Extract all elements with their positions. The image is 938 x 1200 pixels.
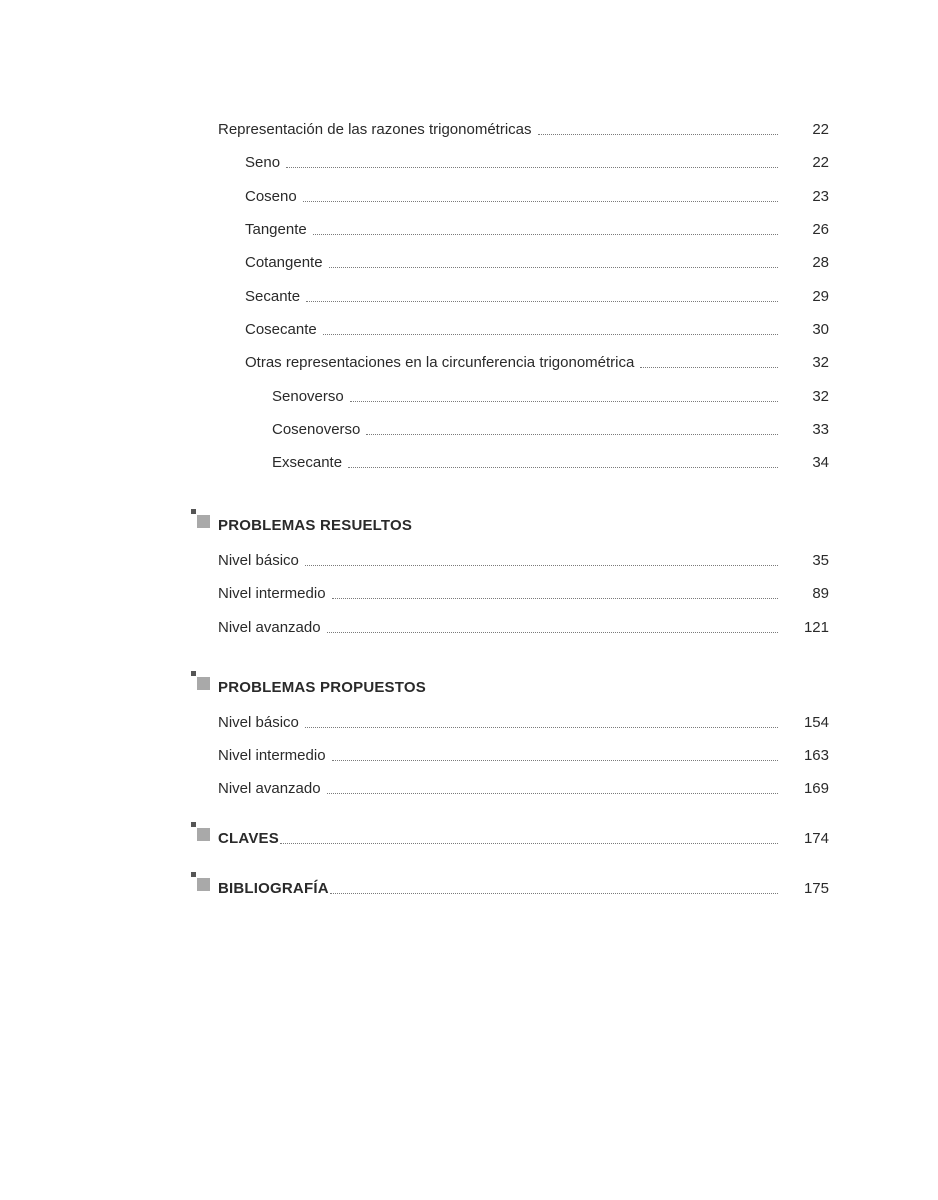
toc-entry-resueltos-avanzado[interactable]: [218, 615, 829, 637]
toc-page-number: 22: [812, 121, 829, 138]
dot-leader: [327, 632, 778, 633]
section-bullet-icon: [191, 509, 213, 529]
toc-page-number: 163: [803, 747, 829, 764]
toc-page-number: 154: [803, 714, 829, 731]
toc-page-number: 121: [803, 619, 829, 636]
dot-leader: [348, 467, 778, 468]
toc-entry-label: Nivel avanzado: [218, 619, 321, 636]
toc-entry-label: BIBLIOGRAFÍA: [218, 880, 329, 897]
toc-entry-propuestos-intermedio[interactable]: [218, 743, 829, 765]
dot-leader: [305, 727, 778, 728]
toc-entry-label: Otras representaciones en la circunferencia trigonométrica: [245, 354, 635, 371]
toc-entry-label: Nivel intermedio: [218, 585, 326, 602]
section-bullet-icon: [191, 822, 213, 842]
toc-entry-label: Nivel básico: [218, 714, 299, 731]
dot-leader: [332, 598, 778, 599]
toc-entry-representacion[interactable]: [218, 117, 829, 139]
dot-leader: [313, 234, 778, 235]
dot-leader: [327, 793, 778, 794]
toc-entry-propuestos-basico[interactable]: [218, 710, 829, 732]
toc-page-number: 22: [812, 154, 829, 171]
toc-entry-label: Nivel básico: [218, 552, 299, 569]
toc-page-number: 32: [812, 388, 829, 405]
toc-entry-resueltos-intermedio[interactable]: [218, 581, 829, 603]
dot-leader: [305, 565, 778, 566]
toc-page-number: 175: [803, 880, 829, 897]
dot-leader: [280, 843, 778, 844]
dot-leader: [366, 434, 778, 435]
toc-entry-resueltos-basico[interactable]: [218, 548, 829, 570]
toc-page-number: 30: [812, 321, 829, 338]
toc-entry-label: Senoverso: [272, 388, 344, 405]
toc-page-number: 32: [812, 354, 829, 371]
section-bullet-icon: [191, 872, 213, 892]
toc-page-number: 28: [812, 254, 829, 271]
toc-entry-label: Seno: [245, 154, 281, 171]
toc-entry-cosenoverso[interactable]: [272, 417, 829, 439]
section-heading-problemas-propuestos[interactable]: PROBLEMAS PROPUESTOS: [218, 679, 426, 696]
toc-entry-label: Nivel intermedio: [218, 747, 326, 764]
toc-entry-coseno[interactable]: [245, 184, 829, 206]
toc-entry-label: Coseno: [245, 188, 297, 205]
toc-page-number: 29: [812, 288, 829, 305]
dot-leader: [286, 167, 778, 168]
section-heading-problemas-resueltos[interactable]: PROBLEMAS RESUELTOS: [218, 517, 413, 534]
toc-page-number: 23: [812, 188, 829, 205]
toc-entry-exsecante[interactable]: [272, 450, 829, 472]
toc-entry-cosecante[interactable]: [245, 317, 829, 339]
toc-page-number: 33: [812, 421, 829, 438]
toc-entry-secante[interactable]: [245, 284, 829, 306]
toc-entry-label: Cosenoverso: [272, 421, 361, 438]
toc-page-number: 169: [803, 780, 829, 797]
toc-entry-label: CLAVES: [218, 830, 279, 847]
toc-page-number: 89: [812, 585, 829, 602]
toc-page-number: 26: [812, 221, 829, 238]
toc-entry-seno[interactable]: [245, 150, 829, 172]
toc-page-number: 35: [812, 552, 829, 569]
dot-leader: [350, 401, 778, 402]
toc-entry-label: Cosecante: [245, 321, 317, 338]
dot-leader: [640, 367, 778, 368]
dot-leader: [538, 134, 779, 135]
toc-entry-cotangente[interactable]: [245, 250, 829, 272]
toc-entry-label: Exsecante: [272, 454, 343, 471]
toc-entry-propuestos-avanzado[interactable]: [218, 776, 829, 798]
toc-entry-claves[interactable]: [218, 826, 829, 848]
toc-page-number: 34: [812, 454, 829, 471]
toc-entry-label: Secante: [245, 288, 301, 305]
toc-entry-tangente[interactable]: [245, 217, 829, 239]
toc-entry-senoverso[interactable]: [272, 384, 829, 406]
dot-leader: [323, 334, 778, 335]
toc-page-number: 174: [803, 830, 829, 847]
toc-entry-label: Nivel avanzado: [218, 780, 321, 797]
dot-leader: [332, 760, 778, 761]
dot-leader: [330, 893, 778, 894]
dot-leader: [306, 301, 778, 302]
toc-entry-label: Representación de las razones trigonométricas: [218, 121, 532, 138]
dot-leader: [329, 267, 778, 268]
dot-leader: [303, 201, 778, 202]
toc-entry-label: Tangente: [245, 221, 307, 238]
toc-entry-otras-representaciones[interactable]: [245, 350, 829, 372]
section-bullet-icon: [191, 671, 213, 691]
toc-entry-bibliografia[interactable]: [218, 876, 829, 898]
toc-entry-label: Cotangente: [245, 254, 323, 271]
